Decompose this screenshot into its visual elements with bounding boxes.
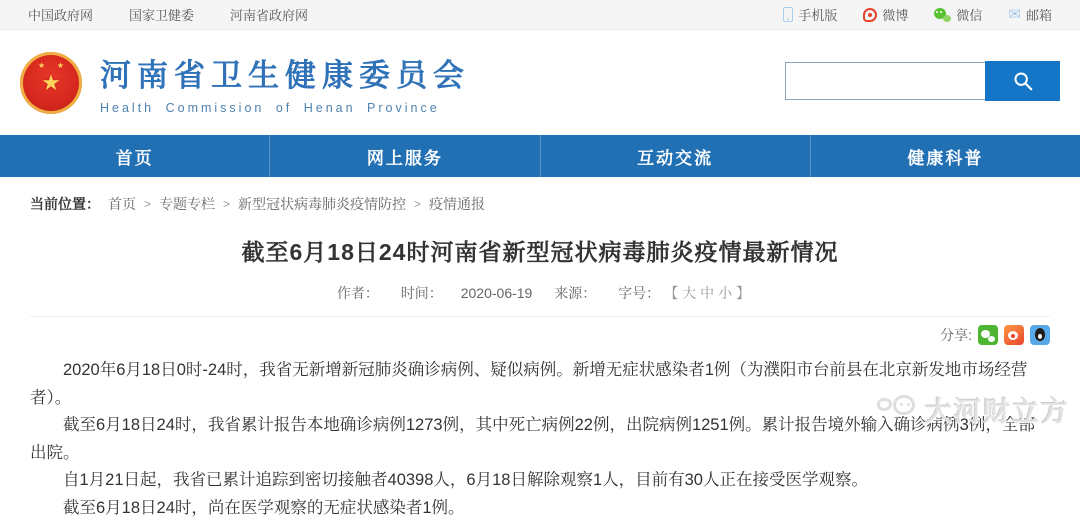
search-input[interactable] [785, 62, 985, 100]
phone-icon [783, 7, 793, 22]
article-paragraph: 自1月21日起，我省已累计追踪到密切接触者40398人，6月18日解除观察1人，目前有30人正在接受医学观察。 [30, 467, 1050, 495]
link-china-gov[interactable]: 中国政府网 [28, 5, 93, 24]
search-icon [1012, 70, 1034, 92]
article-body [30, 357, 1050, 522]
nav-item-interaction[interactable]: 互动交流 [541, 135, 811, 177]
wechat-label: 微信 [956, 5, 982, 24]
breadcrumb-epidemic-bulletin[interactable]: 疫情通报 [429, 194, 485, 214]
wechat-icon [934, 8, 951, 22]
watermark-text: 大河财立方 [925, 390, 1070, 429]
weibo-label: 微博 [882, 5, 908, 24]
time-value: 2020-06-19 [461, 285, 533, 301]
fontsize-medium-button[interactable]: 中 [700, 285, 714, 301]
breadcrumb-label: 当前位置： [30, 194, 100, 214]
mail-link[interactable] [1008, 5, 1052, 24]
breadcrumb [0, 177, 1080, 214]
utility-links [783, 5, 1052, 24]
emblem-star-small-icon: ★ [57, 61, 64, 70]
main-nav [0, 135, 1080, 177]
site-title: 河南省卫生健康委员会 [100, 50, 470, 95]
search-box [785, 62, 1060, 101]
masthead [0, 30, 1080, 135]
article-meta [30, 283, 1050, 317]
nav-item-online-services[interactable]: 网上服务 [270, 135, 540, 177]
fontsize-large-button[interactable]: 大 [682, 285, 696, 301]
author-label: 作者： [337, 285, 379, 301]
share-row [30, 325, 1050, 345]
gov-links [28, 5, 308, 24]
breadcrumb-separator: > [414, 197, 421, 211]
article-paragraph: 截至6月18日24时，我省累计报告本地确诊病例1273例，其中死亡病例22例，出院病例1251例。累计报告境外输入确诊病例3例，全部出院。 [30, 412, 1050, 467]
breadcrumb-home[interactable]: 首页 [108, 194, 136, 214]
top-utility-bar [0, 0, 1080, 30]
emblem-star-small-icon: ★ [38, 61, 45, 70]
breadcrumb-covid-prevention[interactable]: 新型冠状病毒肺炎疫情防控 [238, 194, 406, 214]
share-weibo-icon[interactable] [1004, 325, 1024, 345]
site-brand [100, 50, 470, 115]
article-paragraph: 截至6月18日24时，尚在医学观察的无症状感染者1例。 [30, 495, 1050, 522]
mail-label: 邮箱 [1026, 5, 1052, 24]
breadcrumb-special-topics[interactable]: 专题专栏 [159, 194, 215, 214]
national-emblem-icon [20, 52, 82, 114]
breadcrumb-separator: > [144, 197, 151, 211]
weibo-icon [863, 8, 877, 22]
link-national-health-commission[interactable]: 国家卫健委 [129, 5, 194, 24]
fontsize-small-button[interactable]: 小 [718, 285, 732, 301]
time-label: 时间： [401, 285, 443, 301]
search-button[interactable] [985, 61, 1060, 101]
mobile-version-label: 手机版 [798, 5, 837, 24]
site-subtitle: Health Commission of Henan Province [100, 101, 470, 115]
weibo-link[interactable] [863, 5, 908, 24]
nav-item-health-education[interactable]: 健康科普 [811, 135, 1080, 177]
emblem-star-icon: ★ [41, 72, 61, 94]
article-title: 截至6月18日24时河南省新型冠状病毒肺炎疫情最新情况 [0, 234, 1080, 267]
share-wechat-icon[interactable] [978, 325, 998, 345]
share-qq-icon[interactable] [1030, 325, 1050, 345]
source-label: 来源： [554, 285, 596, 301]
breadcrumb-separator: > [223, 197, 230, 211]
fontsize-bracket: 【 [671, 285, 678, 301]
link-henan-gov[interactable]: 河南省政府网 [230, 5, 308, 24]
share-label: 分享: [940, 325, 972, 345]
wechat-link[interactable] [934, 5, 982, 24]
nav-item-home[interactable]: 首页 [0, 135, 270, 177]
mobile-version-link[interactable] [783, 5, 837, 24]
fontsize-label: 字号： [618, 285, 660, 301]
mail-icon: ✉ [1008, 7, 1021, 22]
article-paragraph: 2020年6月18日0时-24时，我省无新增新冠肺炎确诊病例、疑似病例。新增无症状感染者1例（为濮阳市台前县在北京新发地市场经营者）。 [30, 357, 1050, 412]
fontsize-bracket: 】 [736, 285, 750, 301]
